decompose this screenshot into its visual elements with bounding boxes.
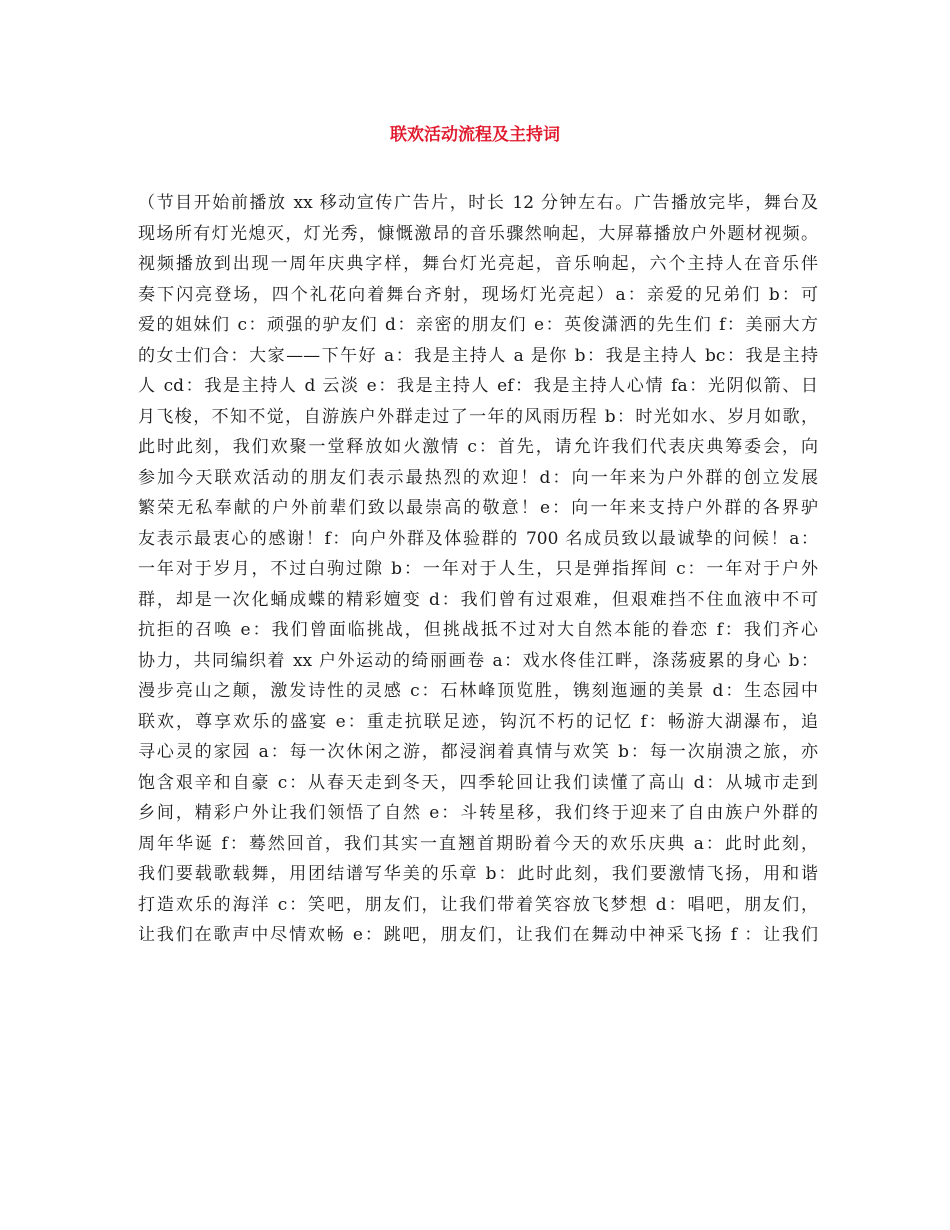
- body-line: 乡间，精彩户外让我们领悟了自然 e：斗转星移，我们终于迎来了自由族户外群的: [138, 803, 818, 823]
- body-line: 寻心灵的家园 a：每一次休闲之游，都浸润着真情与欢笑 b：每一次崩溃之旅，亦: [138, 742, 818, 762]
- body-line: 友表示最衷心的感谢！f：向户外群及体验群的 700 名成员致以最诚挚的问候！a：: [138, 528, 818, 549]
- document-title: 联欢活动流程及主持词: [390, 125, 560, 145]
- body-line: 爱的姐妹们 c：顽强的驴友们 d：亲密的朋友们 e：英俊潇洒的先生们 f：美丽大方: [138, 315, 818, 335]
- body-line: 视频播放到出现一周年庆典字样，舞台灯光亮起，音乐响起，六个主持人在音乐伴: [138, 254, 818, 274]
- body-line: 群，却是一次化蛹成蝶的精彩嬗变 d：我们曾有过艰难，但艰难挡不住血液中不可: [138, 589, 818, 610]
- body-line: 我们要载歌载舞，用团结谱写华美的乐章 b：此时此刻，我们要激情飞扬，用和谐: [138, 864, 818, 884]
- body-line: 现场所有灯光熄灭，灯光秀，慷慨激昂的音乐骤然响起，大屏幕播放户外题材视频。: [138, 223, 818, 244]
- body-line: 人 cd：我是主持人 d 云淡 e：我是主持人 ef：我是主持人心情 fa：光阴似箭、日: [138, 376, 818, 396]
- body-line: 协力，共同编织着 xx 户外运动的绮丽画卷 a：戏水佟佳江畔，涤荡疲累的身心 b：: [138, 650, 818, 671]
- body-line: 参加今天联欢活动的朋友们表示最热烈的欢迎！d：向一年来为户外群的创立发展: [138, 467, 818, 488]
- document-body: [138, 188, 818, 951]
- body-line: 打造欢乐的海洋 c：笑吧，朋友们，让我们带着笑容放飞梦想 d：唱吧，朋友们，: [138, 894, 818, 915]
- body-line: 一年对于岁月，不过白驹过隙 b：一年对于人生，只是弹指挥间 c：一年对于户外: [138, 559, 818, 579]
- body-line: 奏下闪亮登场，四个礼花向着舞台齐射，现场灯光亮起）a：亲爱的兄弟们 b：可: [138, 284, 818, 305]
- body-line: 的女士们合：大家——下午好 a：我是主持人 a 是你 b：我是主持人 bc：我是主持: [138, 345, 818, 366]
- body-line: 联欢，尊享欢乐的盛宴 e：重走抗联足迹，钩沉不朽的记忆 f：畅游大湖瀑布，追: [138, 711, 818, 732]
- body-line: 月飞梭，不知不觉，自游族户外群走过了一年的风雨历程 b：时光如水、岁月如歌，: [138, 406, 818, 427]
- body-line: 周年华诞 f：蓦然回首，我们其实一直翘首期盼着今天的欢乐庆典 a：此时此刻，: [138, 833, 818, 854]
- body-line: 繁荣无私奉献的户外前辈们致以最崇高的敬意！e：向一年来支持户外群的各界驴: [138, 498, 818, 518]
- body-line: 漫步亮山之颠，激发诗性的灵感 c：石林峰顶览胜，镌刻迤逦的美景 d：生态园中: [138, 681, 818, 701]
- body-line: 抗拒的召唤 e：我们曾面临挑战，但挑战抵不过对大自然本能的眷恋 f：我们齐心: [138, 620, 818, 640]
- body-line: 饱含艰辛和自豪 c：从春天走到冬天，四季轮回让我们读懂了高山 d：从城市走到: [138, 772, 818, 793]
- body-line: 此时此刻，我们欢聚一堂释放如火激情 c：首先，请允许我们代表庆典筹委会，向: [138, 437, 818, 457]
- body-line: 让我们在歌声中尽情欢畅 e：跳吧，朋友们，让我们在舞动中神采飞扬 f ：让我们: [138, 925, 818, 945]
- body-line: （节目开始前播放 xx 移动宣传广告片，时长 12 分钟左右。广告播放完毕，舞台及: [138, 193, 818, 213]
